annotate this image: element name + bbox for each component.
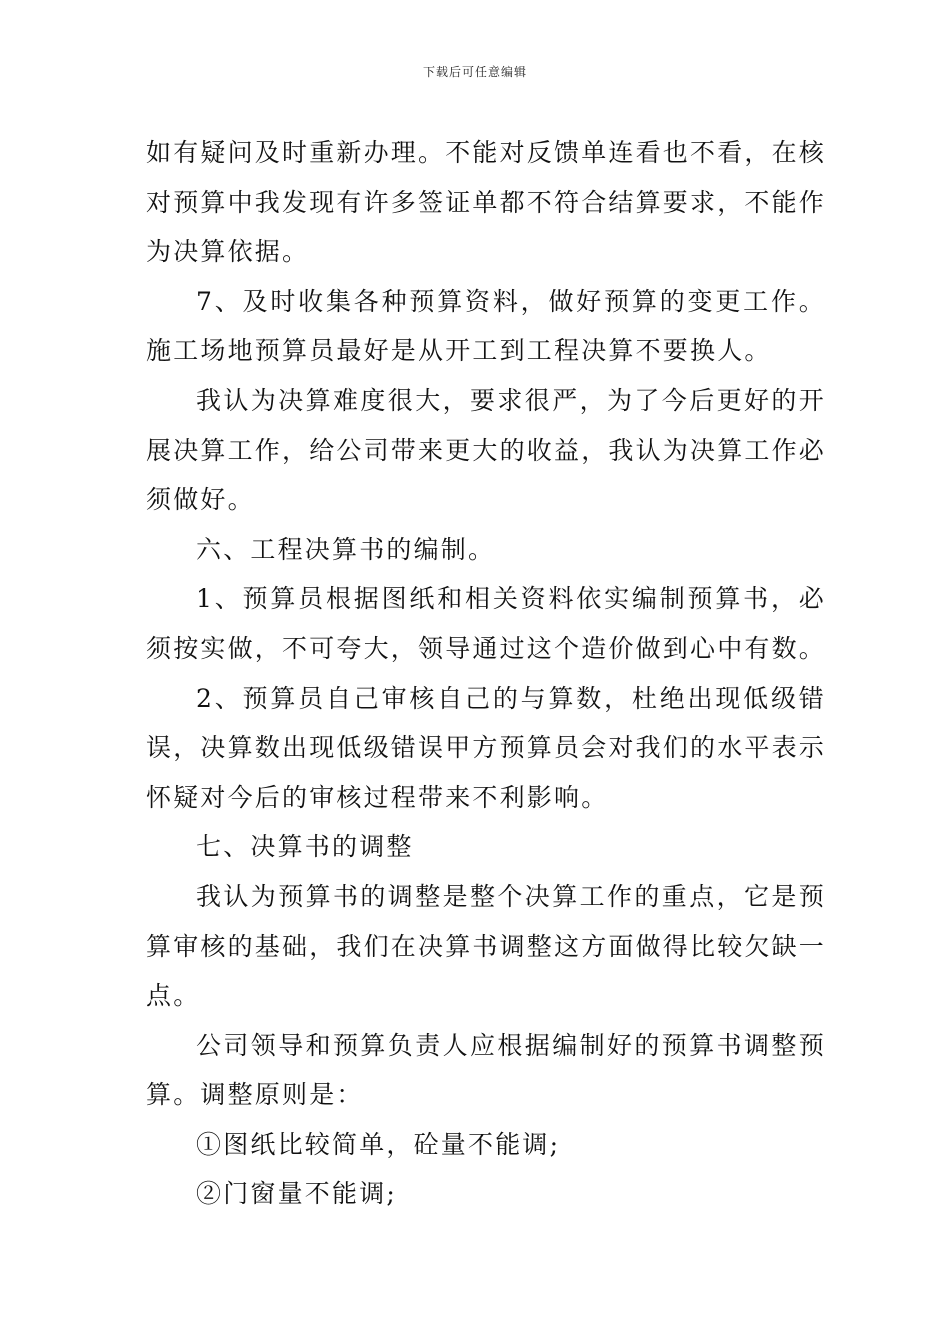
paragraph-9: 公司领导和预算负责人应根据编制好的预算书调整预算。调整原则是： (146, 1030, 826, 1110)
list-item-2: ②门窗量不能调; (196, 1179, 398, 1209)
paragraph-2: 7、及时收集各种预算资料，做好预算的变更工作。施工场地预算员最好是从开工到工程决算不要换人。 (146, 286, 826, 366)
section-heading-6: 六、工程决算书的编制。 (196, 534, 496, 564)
paragraph-5: 1、预算员根据图纸和相关资料依实编制预算书，必须按实做，不可夸大，领导通过这个造价做到心中有数。 (146, 584, 827, 663)
document-body (146, 128, 826, 1219)
paragraph-6: 2、预算员自己审核自己的与算数，杜绝出现低级错误，决算数出现低级错误甲方预算员会对我们的水平表示怀疑对今后的审核过程带来不利影响。 (146, 683, 827, 812)
section-heading-7: 七、决算书的调整 (196, 832, 414, 862)
paragraph-1: 如有疑问及时重新办理。不能对反馈单连看也不看，在核对预算中我发现有许多签证单都不符合结算要求，不能作为决算依据。 (146, 138, 827, 267)
paragraph-8: 我认为预算书的调整是整个决算工作的重点，它是预算审核的基础，我们在决算书调整这方面做得比较欠缺一点。 (146, 881, 827, 1011)
list-item-1: ①图纸比较简单，砼量不能调; (196, 1129, 561, 1159)
page-header: 下载后可任意编辑 (422, 65, 527, 79)
paragraph-3: 我认为决算难度很大，要求很严，为了今后更好的开展决算工作，给公司带来更大的收益，我认为决算工作必须做好。 (146, 385, 827, 515)
